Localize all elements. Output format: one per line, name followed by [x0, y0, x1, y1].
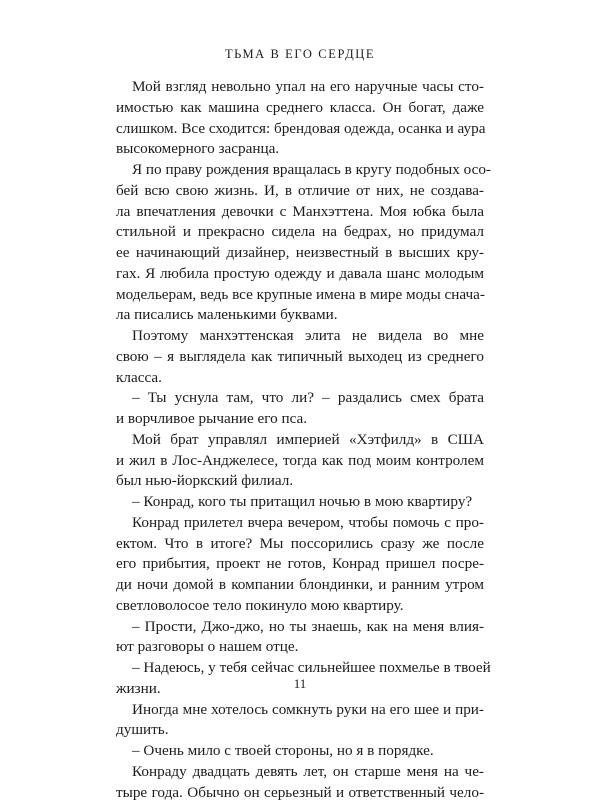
- text-line: стильной и прекрасно сидела на бедрах, но придумал: [116, 222, 484, 243]
- paragraph: [116, 430, 484, 492]
- text-line: Поэтому манхэттенская элита не видела во мне: [116, 326, 484, 347]
- paragraph: [116, 741, 484, 762]
- text-line: высокомерного засранца.: [116, 139, 484, 160]
- text-line: имостью как машина среднего класса. Он богат, даже: [116, 98, 484, 119]
- paragraph: [116, 326, 484, 388]
- text-line: модельерам, ведь все крупные имена в мире моды снача-: [116, 285, 484, 306]
- text-line: жизни.: [116, 679, 484, 700]
- text-line: – Надеюсь, у тебя сейчас сильнейшее похмелье в твоей: [116, 658, 484, 679]
- running-head: ТЬМА В ЕГО СЕРДЦЕ: [0, 47, 600, 62]
- paragraph: [116, 77, 484, 160]
- text-line: ектом. Что в итоге? Мы поссорились сразу же после: [116, 534, 484, 555]
- text-line: ют разговоры о нашем отце.: [116, 637, 484, 658]
- text-line: бей всю свою жизнь. И, в отличие от них, не создава-: [116, 181, 484, 202]
- text-line: – Прости, Джо-джо, но ты знаешь, как на меня влия-: [116, 617, 484, 638]
- text-line: светловолосое тело покинуло мою квартиру.: [116, 596, 484, 617]
- text-line: ди ночи домой в компании блондинки, и ранним утром: [116, 575, 484, 596]
- text-line: – Очень мило с твоей стороны, но я в порядке.: [116, 741, 484, 762]
- text-line: был нью-йоркский филиал.: [116, 471, 484, 492]
- text-line: класса.: [116, 368, 484, 389]
- text-line: Мой брат управлял империей «Хэтфилд» в США: [116, 430, 484, 451]
- text-line: тыре года. Обычно он серьезный и ответственный чело-: [116, 783, 484, 803]
- text-line: Я по праву рождения вращалась в кругу подобных осо-: [116, 160, 484, 181]
- text-line: его прибытия, проект не готов, Конрад пришел посре-: [116, 554, 484, 575]
- page-number: 11: [0, 676, 600, 692]
- paragraph: [116, 617, 484, 659]
- text-line: и жил в Лос-Анджелесе, тогда как под моим контролем: [116, 451, 484, 472]
- text-line: – Ты уснула там, что ли? – раздались смех брата: [116, 388, 484, 409]
- text-line: гах. Я любила простую одежду и давала шанс молодым: [116, 264, 484, 285]
- text-line: Мой взгляд невольно упал на его наручные часы сто-: [116, 77, 484, 98]
- text-line: Конрад прилетел вчера вечером, чтобы помочь с про-: [116, 513, 484, 534]
- paragraph: [116, 700, 484, 742]
- text-line: душить.: [116, 720, 484, 741]
- text-line: ла впечатления девочки с Манхэттена. Моя юбка была: [116, 202, 484, 223]
- paragraph: [116, 762, 484, 803]
- paragraph: [116, 513, 484, 617]
- text-line: ла писались маленькими буквами.: [116, 305, 484, 326]
- paragraph: [116, 160, 484, 326]
- text-line: свою – я выглядела как типичный выходец из среднего: [116, 347, 484, 368]
- paragraph: [116, 492, 484, 513]
- body-text: [116, 77, 484, 803]
- text-line: – Конрад, кого ты притащил ночью в мою квартиру?: [116, 492, 484, 513]
- paragraph: [116, 388, 484, 430]
- text-line: Конраду двадцать девять лет, он старше меня на че-: [116, 762, 484, 783]
- text-line: и ворчливое рычание его пса.: [116, 409, 484, 430]
- text-line: Иногда мне хотелось сомкнуть руки на его шее и при-: [116, 700, 484, 721]
- text-line: слишком. Все сходится: брендовая одежда, осанка и аура: [116, 119, 484, 140]
- text-line: ее начинающий дизайнер, неизвестный в высших кру-: [116, 243, 484, 264]
